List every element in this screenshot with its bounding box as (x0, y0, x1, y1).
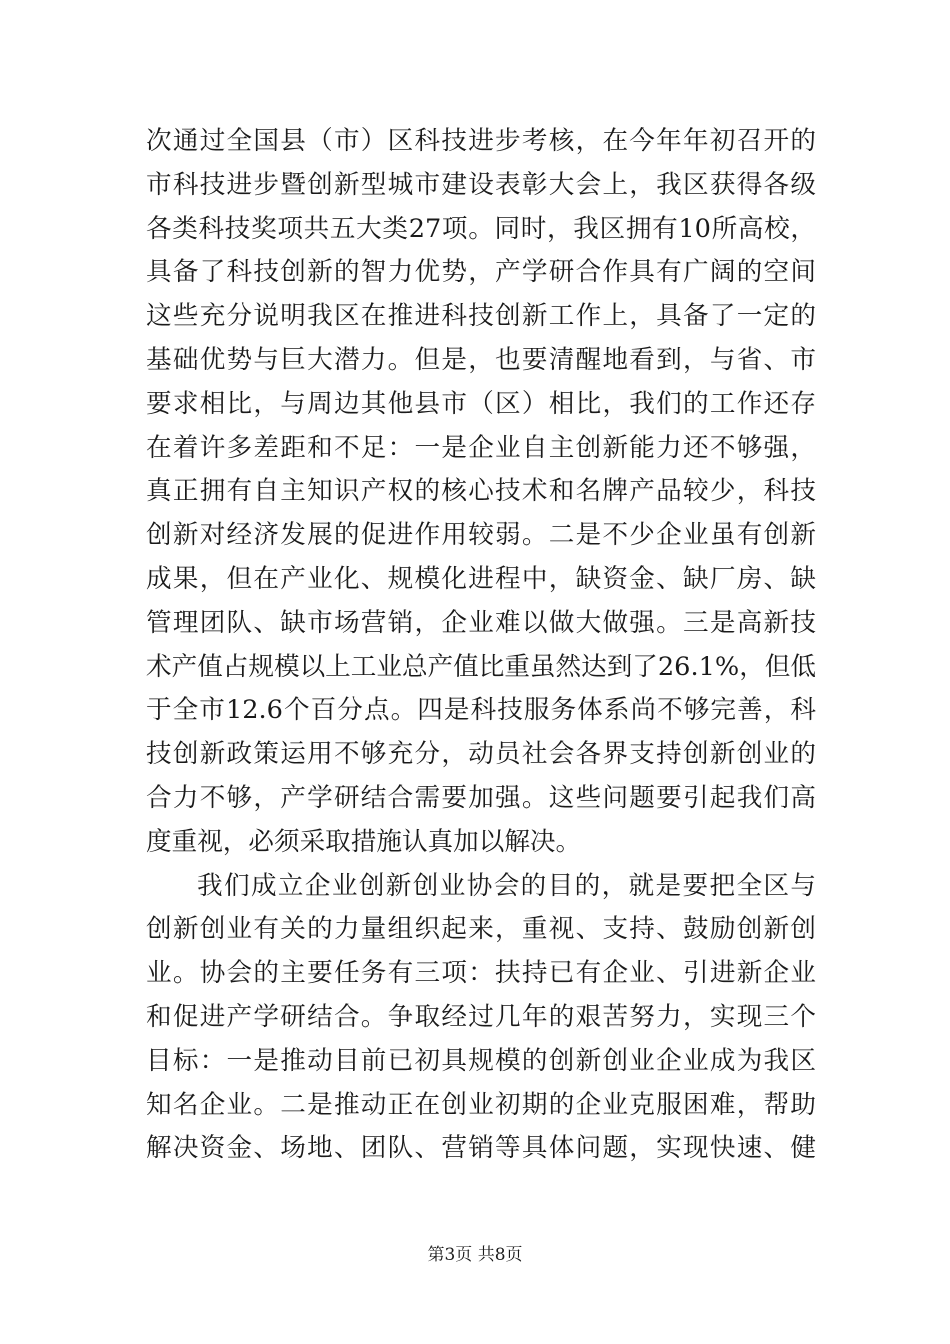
text-line: 业。协会的主要任务有三项：扶持已有企业、引进新企业 (146, 958, 816, 989)
text-line: 次通过全国县（市）区科技进步考核，在今年年初召开的 (146, 126, 816, 156)
text-line: 要求相比，与周边其他县市（区）相比，我们的工作还存 (146, 388, 816, 419)
text-line: 各类科技奖项共五大类27项。同时，我区拥有10所高校， (146, 213, 816, 244)
text-line: 具备了科技创新的智力优势，产学研合作具有广阔的空间 (146, 257, 816, 288)
body-text (146, 120, 816, 1171)
text-line: 技创新政策运用不够充分，动员社会各界支持创新创业的 (146, 739, 816, 770)
text-line: 创新创业有关的力量组织起来，重视、支持、鼓励创新创 (146, 914, 816, 945)
text-line: 创新对经济发展的促进作用较弱。二是不少企业虽有创新 (146, 520, 816, 551)
text-line: 这些充分说明我区在推进科技创新工作上，具备了一定的 (146, 301, 816, 332)
text-line: 和促进产学研结合。争取经过几年的艰苦努力，实现三个 (146, 1001, 816, 1032)
text-line: 度重视，必须采取措施认真加以解决。 (146, 826, 582, 857)
text-line: 合力不够，产学研结合需要加强。这些问题要引起我们高 (146, 782, 816, 813)
page-footer: 第3页 共8页 (427, 1245, 523, 1265)
text-line: 目标：一是推动目前已初具规模的创新创业企业成为我区 (146, 1045, 816, 1076)
text-line: 我们成立企业创新创业协会的目的，就是要把全区与 (197, 870, 816, 901)
text-line: 知名企业。二是推动正在创业初期的企业克服困难，帮助 (146, 1089, 816, 1120)
text-line: 管理团队、缺市场营销，企业难以做大做强。三是高新技 (146, 607, 816, 638)
text-line: 真正拥有自主知识产权的核心技术和名牌产品较少，科技 (146, 476, 816, 507)
text-line: 在着许多差距和不足：一是企业自主创新能力还不够强， (146, 432, 816, 463)
text-line: 市科技进步暨创新型城市建设表彰大会上，我区获得各级 (146, 169, 816, 200)
text-line: 术产值占规模以上工业总产值比重虽然达到了26.1%，但低 (146, 651, 816, 682)
text-line: 解决资金、场地、团队、营销等具体问题，实现快速、健 (146, 1133, 816, 1164)
text-line: 基础优势与巨大潜力。但是，也要清醒地看到，与省、市 (146, 344, 816, 375)
text-line: 于全市12.6个百分点。四是科技服务体系尚不够完善，科 (146, 695, 816, 726)
text-line: 成果，但在产业化、规模化进程中，缺资金、缺厂房、缺 (146, 563, 816, 594)
